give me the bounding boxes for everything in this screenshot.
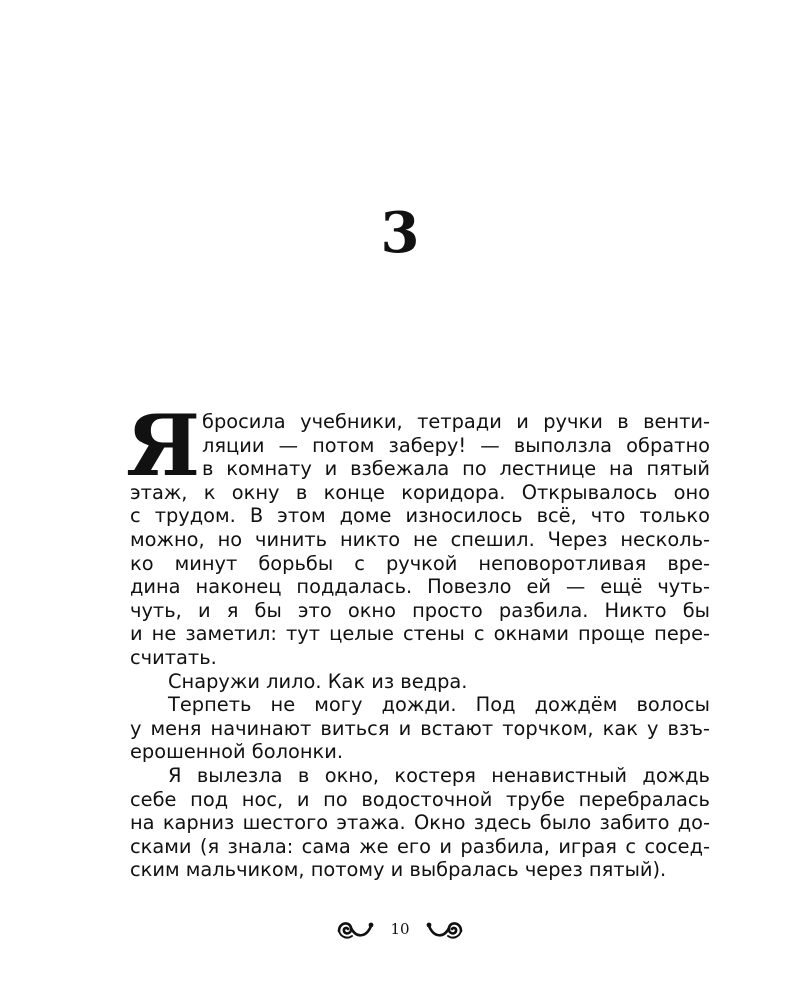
text-line: Терпеть не могу дожди. Под дождём волосы [168, 693, 710, 717]
text-line: Я вылезла в окно, костеря ненавистный дождь [168, 763, 710, 787]
text-line: с трудом. В этом доме износилось всё, что только [130, 504, 710, 528]
text-line: дина наконец поддалась. Повезло ей — ещё чуть- [130, 575, 710, 599]
text-line: на карниз шестого этажа. Окно здесь было забито до- [130, 811, 710, 835]
page-number: 10 [390, 920, 410, 938]
paragraph-2 [130, 670, 710, 694]
page-footer [0, 914, 800, 944]
drop-cap-wrap-lines [130, 410, 710, 481]
paragraph-3 [130, 693, 710, 764]
text-line: ерошенной болонки. [130, 740, 343, 764]
text-line: можно, но чинить никто не спешил. Через несколь- [130, 527, 710, 551]
text-line: ским мальчиком, потому и выбралась через пятый). [130, 858, 667, 882]
paragraph-1 [130, 410, 710, 670]
body-text [126, 396, 710, 882]
swirl-ornament-left-icon [336, 916, 374, 942]
text-line: сками (я знала: сама же его и разбила, играя с сосед- [130, 834, 710, 858]
text-line: этаж, к окну в конце коридора. Открывалось оно [130, 480, 710, 504]
text-line: ко минут борьбы с ручкой неповоротливая вре- [130, 551, 710, 575]
drop-cap: Я [126, 396, 201, 495]
text-line: себе под нос, и по водосточной трубе перебралась [130, 787, 710, 811]
text-line: чуть, и я бы это окно просто разбила. Никто бы [130, 598, 710, 622]
text-line: считать. [130, 645, 217, 669]
swirl-ornament-right-icon [426, 916, 464, 942]
chapter-number: 3 [380, 200, 420, 266]
text-line: бросила учебники, тетради и ручки в венти- [202, 410, 710, 433]
text-line: Снаружи лило. Как из ведра. [168, 669, 468, 693]
text-line: в комнату и взбежала по лестнице на пятый [202, 457, 710, 481]
text-line: ляции — потом заберу! — выползла обратно [202, 433, 710, 457]
paragraph-4 [130, 764, 710, 882]
text-line: и не заметил: тут целые стены с окнами проще пере- [130, 622, 710, 646]
text-line: у меня начинают виться и встают торчком, как у взъ- [130, 716, 710, 740]
